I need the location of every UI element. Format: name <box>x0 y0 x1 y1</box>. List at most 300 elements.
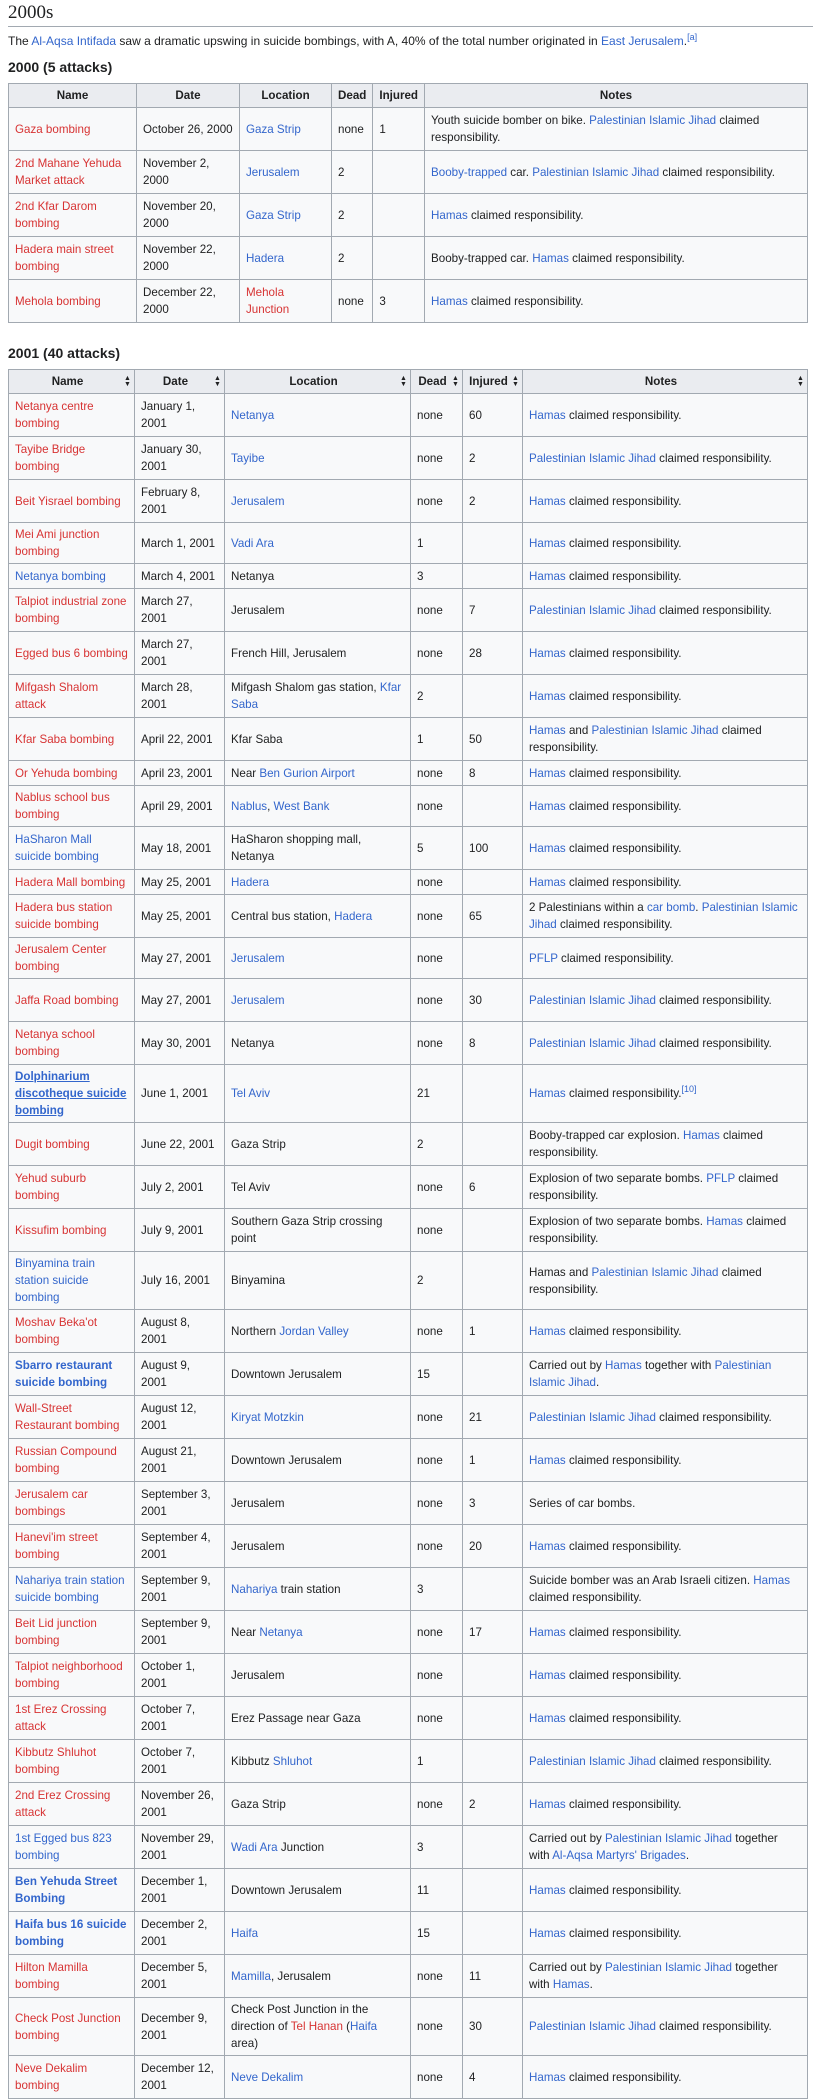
wiki-link[interactable]: Al-Aqsa Martyrs' Brigades <box>552 1849 686 1862</box>
cell-text: Youth suicide bomber on bike. <box>431 114 590 127</box>
cell-name <box>9 1065 135 1123</box>
wiki-link[interactable]: Hamas <box>529 689 566 703</box>
east-jerusalem-link[interactable]: East Jerusalem <box>601 34 684 48</box>
cell-date: August 8, 2001 <box>135 1310 225 1353</box>
red-link[interactable]: Hanevi'im street bombing <box>15 1531 98 1561</box>
wiki-link[interactable]: Hamas <box>529 1668 566 1682</box>
wiki-link[interactable]: Tel Aviv <box>231 1087 271 1100</box>
wiki-link[interactable]: Jordan Valley <box>279 1324 349 1338</box>
cell-notes <box>425 108 808 151</box>
cell-date: November 26, 2001 <box>135 1783 225 1826</box>
cell-text: , <box>267 799 274 813</box>
cell-location <box>225 870 411 895</box>
wiki-link[interactable]: PFLP <box>529 951 558 965</box>
cell-text: claimed responsibility. <box>565 1087 682 1100</box>
cell-injured: 2 <box>463 480 523 523</box>
cell-notes <box>523 394 808 437</box>
cell-dead: none <box>411 895 463 938</box>
red-link[interactable]: Gaza bombing <box>15 122 91 136</box>
wiki-link[interactable]: Tayibe <box>231 451 265 465</box>
cell-dead: 21 <box>411 1065 463 1123</box>
cell-text: Netanya <box>231 1036 275 1050</box>
red-link[interactable]: Jaffa Road bombing <box>15 993 119 1007</box>
red-link[interactable]: Nablus school bus bombing <box>15 791 110 821</box>
cell-dead: none <box>411 870 463 895</box>
wiki-link[interactable]: Palestinian Islamic Jihad <box>589 114 717 127</box>
red-link[interactable]: Mei Ami junction bombing <box>15 528 100 558</box>
wiki-link[interactable]: Hamas <box>529 799 566 813</box>
wiki-link[interactable]: Palestinian Islamic Jihad <box>529 1410 656 1424</box>
cell-location <box>225 437 411 480</box>
cell-date: December 5, 2001 <box>135 1955 225 1998</box>
wiki-link[interactable]: Hamas <box>529 875 566 889</box>
red-link[interactable]: 1st Erez Crossing attack <box>15 1703 107 1733</box>
cell-dead: none <box>411 1482 463 1525</box>
wiki-link[interactable]: Palestinian Islamic Jihad <box>529 451 656 465</box>
table-row <box>9 938 808 979</box>
cell-name <box>9 786 135 827</box>
cell-date: March 27, 2001 <box>135 589 225 632</box>
sort-icon[interactable]: ▲ ▼ <box>214 374 221 388</box>
table-row <box>9 718 808 761</box>
wiki-link[interactable]: Hamas <box>529 569 566 583</box>
cell-date: December 12, 2001 <box>135 2056 225 2099</box>
red-link[interactable]: Beit Yisrael bombing <box>15 494 121 508</box>
red-link[interactable]: Mehola Junction <box>246 286 290 316</box>
red-link[interactable]: Jerusalem car bombings <box>15 1488 88 1518</box>
cell-text: claimed responsibility. <box>655 1410 772 1424</box>
cell-text: claimed responsibility. <box>467 208 584 222</box>
cell-text: area) <box>231 2037 259 2050</box>
wiki-link[interactable]: West Bank <box>273 799 330 813</box>
cell-notes <box>523 1568 808 1611</box>
wiki-link[interactable]: Hadera <box>334 909 373 923</box>
wiki-link[interactable]: Hamas <box>529 1883 566 1897</box>
table-row <box>9 979 808 1022</box>
wiki-link[interactable]: Hamas <box>529 536 566 550</box>
cell-location <box>225 1396 411 1439</box>
wiki-link[interactable]: Palestinian Islamic Jihad <box>591 724 719 737</box>
intro-text: saw a dramatic upswing in suicide bombings, with A, 40% of the total number originated in <box>116 34 602 48</box>
wiki-link[interactable]: Palestinian Islamic Jihad <box>529 993 656 1007</box>
cell-text: claimed responsibility. <box>565 689 682 703</box>
wiki-link[interactable]: Hamas <box>529 494 566 508</box>
cell-date: December 22, 2000 <box>137 280 240 323</box>
wiki-link[interactable]: Hamas <box>431 294 468 308</box>
cell-injured <box>463 1252 523 1310</box>
wiki-link[interactable]: Jerusalem <box>231 494 285 508</box>
wiki-link[interactable]: Hamas <box>529 1087 566 1100</box>
column-header-label: Date <box>175 89 201 102</box>
cell-location <box>225 675 411 718</box>
table-header-row <box>9 370 808 394</box>
wiki-link[interactable]: Hamas <box>431 208 468 222</box>
red-link[interactable]: Hadera bus station suicide bombing <box>15 901 113 931</box>
wiki-link[interactable]: Hamas <box>529 1926 566 1940</box>
wiki-link[interactable]: Booby-trapped <box>431 165 508 179</box>
cell-name <box>9 1439 135 1482</box>
cell-notes <box>425 280 808 323</box>
wiki-link[interactable]: Haifa <box>231 1926 259 1940</box>
wiki-link[interactable]: Hamas <box>532 251 569 265</box>
red-link[interactable]: Hadera Mall bombing <box>15 875 126 889</box>
column-header-label: Date <box>162 375 189 388</box>
table-row <box>9 1310 808 1353</box>
wiki-link[interactable]: Palestinian Islamic Jihad <box>591 1265 719 1279</box>
cell-location <box>225 1611 411 1654</box>
table-row <box>9 1022 808 1065</box>
cell-date: August 21, 2001 <box>135 1439 225 1482</box>
cell-dead: none <box>411 1396 463 1439</box>
cell-name <box>9 108 137 151</box>
cell-name <box>9 151 137 194</box>
wiki-link[interactable]: Jerusalem <box>231 993 285 1007</box>
cell-location <box>225 1065 411 1123</box>
wiki-link[interactable]: Sbarro restaurant suicide bombing <box>15 1359 113 1389</box>
red-link[interactable]: Kfar Saba bombing <box>15 732 115 746</box>
red-link[interactable]: Moshav Beka'ot bombing <box>15 1316 98 1346</box>
cell-date: July 16, 2001 <box>135 1252 225 1310</box>
wiki-link[interactable]: Palestinian Islamic Jihad <box>529 1036 656 1050</box>
wiki-link[interactable]: Palestinian Islamic Jihad <box>532 165 660 179</box>
wiki-link[interactable]: Hamas <box>706 1215 743 1228</box>
wiki-link[interactable]: Hamas <box>529 766 566 780</box>
cell-text: Kibbutz <box>231 1754 273 1768</box>
wiki-link[interactable]: Kiryat Motzkin <box>231 1410 304 1424</box>
wiki-link[interactable]: Palestinian Islamic Jihad <box>529 901 798 931</box>
cell-location <box>225 394 411 437</box>
column-header-date[interactable] <box>135 370 225 394</box>
cell-text: together with <box>641 1359 715 1372</box>
wiki-link[interactable]: Hamas <box>529 2070 566 2084</box>
cell-date: May 25, 2001 <box>135 870 225 895</box>
heading-2000: 2000 (5 attacks) <box>8 59 113 75</box>
cell-notes <box>523 1310 808 1353</box>
cell-text: . <box>685 1849 690 1862</box>
red-link[interactable]: Mehola bombing <box>15 294 101 308</box>
wiki-link[interactable]: Mamilla <box>231 1969 271 1983</box>
cell-text: claimed responsibility. <box>655 1754 772 1768</box>
cell-text: ( <box>342 2020 351 2033</box>
wiki-link[interactable]: Jerusalem <box>231 951 285 965</box>
red-link[interactable]: Kibbutz Shluhot bombing <box>15 1746 97 1776</box>
cell-location <box>240 151 332 194</box>
wiki-link[interactable]: Hamas <box>529 841 566 855</box>
cell-dead: 2 <box>332 151 373 194</box>
wiki-link[interactable]: Ben Yehuda Street Bombing <box>15 1875 118 1905</box>
wiki-link[interactable]: Palestinian Islamic Jihad <box>529 1754 656 1768</box>
cell-dead: 3 <box>411 564 463 589</box>
cell-notes <box>523 1740 808 1783</box>
column-header-injured[interactable] <box>463 370 523 394</box>
cell-text: train station <box>277 1582 341 1596</box>
wiki-link[interactable]: Hamas <box>529 1797 566 1811</box>
cell-injured: 28 <box>463 632 523 675</box>
cell-name <box>9 1482 135 1525</box>
wiki-link[interactable]: Hadera <box>246 251 285 265</box>
cell-notes <box>523 895 808 938</box>
red-link[interactable]: Jerusalem Center bombing <box>15 943 107 973</box>
cell-injured: 2 <box>463 437 523 480</box>
cell-text: Kfar Saba <box>231 732 283 746</box>
cell-text: HaSharon shopping mall, Netanya <box>231 833 362 863</box>
wiki-link[interactable]: HaSharon Mall suicide bombing <box>15 833 99 863</box>
red-link[interactable]: 2nd Mahane Yehuda Market attack <box>15 157 122 187</box>
red-link[interactable]: Egged bus 6 bombing <box>15 646 128 660</box>
cell-location <box>240 237 332 280</box>
cell-injured <box>463 1568 523 1611</box>
table-row <box>9 2056 808 2099</box>
wiki-link[interactable]: Hamas <box>529 1324 566 1338</box>
wiki-link[interactable]: Hamas <box>753 1574 790 1587</box>
cell-text: Jerusalem <box>231 1668 285 1682</box>
wiki-link[interactable]: PFLP <box>706 1172 736 1185</box>
column-header-notes[interactable] <box>523 370 808 394</box>
wiki-link[interactable]: Hamas <box>529 408 566 422</box>
cell-injured <box>463 870 523 895</box>
cell-injured <box>463 786 523 827</box>
wiki-link[interactable]: Kfar Saba <box>231 681 402 711</box>
cell-date: August 9, 2001 <box>135 1353 225 1396</box>
cell-injured <box>463 1654 523 1697</box>
cell-name <box>9 632 135 675</box>
cell-injured <box>463 1209 523 1252</box>
cell-text: Downtown Jerusalem <box>231 1367 342 1381</box>
sort-icon[interactable]: ▲ ▼ <box>124 374 131 388</box>
wiki-link[interactable]: Ben Gurion Airport <box>259 766 355 780</box>
table-header-row <box>9 84 808 108</box>
cell-text: claimed responsibility. <box>655 451 772 465</box>
wiki-link[interactable]: Hamas <box>529 646 566 660</box>
cell-dead: 3 <box>411 1826 463 1869</box>
cell-name <box>9 1568 135 1611</box>
cell-name <box>9 1396 135 1439</box>
cell-text: Gaza Strip <box>231 1797 286 1811</box>
red-link[interactable]: 2nd Kfar Darom bombing <box>15 200 97 230</box>
wiki-link[interactable]: Netanya bombing <box>15 569 106 583</box>
red-link[interactable]: Netanya school bombing <box>15 1028 95 1058</box>
red-link[interactable]: Tayibe Bridge bombing <box>15 443 86 473</box>
wiki-link[interactable]: Hamas <box>529 1711 566 1725</box>
cell-dead: none <box>411 1022 463 1065</box>
wiki-link[interactable]: Dolphinarium discotheque suicide bombing <box>15 1070 127 1117</box>
table-row <box>9 523 808 564</box>
red-link[interactable]: Talpiot neighborhood bombing <box>15 1660 123 1690</box>
wiki-link[interactable]: 1st Egged bus 823 bombing <box>15 1832 112 1862</box>
cell-name <box>9 564 135 589</box>
cell-name <box>9 1912 135 1955</box>
cell-injured: 7 <box>463 589 523 632</box>
wiki-link[interactable]: Gaza Strip <box>246 122 301 136</box>
red-link[interactable]: Or Yehuda bombing <box>15 766 118 780</box>
red-link[interactable]: Mifgash Shalom attack <box>15 681 99 711</box>
red-link[interactable]: Dugit bombing <box>15 1137 90 1151</box>
cell-dead: none <box>411 1697 463 1740</box>
cell-dead: none <box>411 979 463 1022</box>
cell-location <box>225 1525 411 1568</box>
wiki-link[interactable]: Palestinian Islamic Jihad <box>529 2020 656 2033</box>
column-header-dead[interactable] <box>411 370 463 394</box>
table-row <box>9 564 808 589</box>
cell-injured: 30 <box>463 979 523 1022</box>
cell-location <box>225 1869 411 1912</box>
cell-notes <box>523 1697 808 1740</box>
cell-location <box>225 827 411 870</box>
cell-name <box>9 827 135 870</box>
wiki-link[interactable]: Jerusalem <box>246 165 300 179</box>
wiki-link[interactable]: Netanya <box>231 408 275 422</box>
table-row <box>9 480 808 523</box>
cell-text: Binyamina <box>231 1274 286 1287</box>
red-link[interactable]: Tel Hanan <box>290 2020 343 2033</box>
cell-text: Gaza Strip <box>231 1137 286 1151</box>
cell-date: April 22, 2001 <box>135 718 225 761</box>
cell-location <box>225 589 411 632</box>
cell-text: together with <box>529 1832 778 1862</box>
wiki-link[interactable]: Hamas <box>552 1978 590 1991</box>
wiki-link[interactable]: Hamas <box>605 1359 642 1372</box>
red-link[interactable]: Neve Dekalim bombing <box>15 2062 88 2092</box>
red-link[interactable]: Hilton Mamilla bombing <box>15 1961 88 1991</box>
cell-name <box>9 1783 135 1826</box>
wiki-link[interactable]: Palestinian Islamic Jihad <box>529 1359 772 1389</box>
cell-injured: 4 <box>463 2056 523 2099</box>
cell-injured: 17 <box>463 1611 523 1654</box>
wiki-link[interactable]: Haifa bus 16 suicide bombing <box>15 1918 127 1948</box>
cell-date: March 4, 2001 <box>135 564 225 589</box>
red-link[interactable]: Hadera main street bombing <box>15 243 114 273</box>
cell-date: December 1, 2001 <box>135 1869 225 1912</box>
sort-icon[interactable]: ▲ ▼ <box>512 374 519 388</box>
wiki-link[interactable]: Nablus <box>231 799 268 813</box>
wiki-link[interactable]: Hadera <box>231 875 270 889</box>
footnote-link[interactable]: [a] <box>687 32 698 42</box>
wiki-link[interactable]: Nahariya <box>231 1582 278 1596</box>
wiki-link[interactable]: Palestinian Islamic Jihad <box>605 1961 732 1974</box>
red-link[interactable]: Yehud suburb bombing <box>15 1172 87 1202</box>
cell-text: claimed responsibility. <box>565 841 682 855</box>
table-row <box>9 280 808 323</box>
al-aqsa-intifada-link[interactable]: Al-Aqsa Intifada <box>31 34 117 48</box>
table-row <box>9 1654 808 1697</box>
wiki-link[interactable]: Wadi Ara <box>231 1840 278 1854</box>
sort-icon[interactable]: ▲ ▼ <box>400 374 407 388</box>
column-header-name[interactable] <box>9 370 135 394</box>
cell-injured: 1 <box>373 108 425 151</box>
table-row <box>9 1869 808 1912</box>
red-link[interactable]: Talpiot industrial zone bombing <box>15 595 127 625</box>
wiki-link[interactable]: Neve Dekalim <box>231 2070 304 2084</box>
cell-location <box>225 1310 411 1353</box>
wiki-link[interactable]: Hamas <box>529 1625 566 1639</box>
cell-text: Tel Aviv <box>231 1180 271 1194</box>
cell-dead: 2 <box>411 1252 463 1310</box>
cell-injured <box>463 1826 523 1869</box>
cell-location <box>240 108 332 151</box>
cell-text: Booby-trapped car explosion. <box>529 1129 684 1142</box>
wiki-link[interactable]: Binyamina train station suicide bombing <box>15 1257 95 1304</box>
wiki-link[interactable]: Palestinian Islamic Jihad <box>529 603 656 617</box>
cell-text: and <box>565 724 592 737</box>
red-link[interactable]: Russian Compound bombing <box>15 1445 117 1475</box>
column-header-location[interactable] <box>225 370 411 394</box>
footnote-link[interactable]: [10] <box>681 1084 697 1095</box>
cell-text: Explosion of two separate bombs. <box>529 1215 707 1228</box>
table-row <box>9 761 808 786</box>
wiki-link[interactable]: Haifa <box>350 2020 378 2033</box>
cell-date: March 27, 2001 <box>135 632 225 675</box>
cell-date: May 18, 2001 <box>135 827 225 870</box>
wiki-link[interactable]: Shluhot <box>272 1754 313 1768</box>
cell-injured: 21 <box>463 1396 523 1439</box>
column-header-label: Dead <box>418 375 447 388</box>
cell-date: December 2, 2001 <box>135 1912 225 1955</box>
wiki-link[interactable]: car bomb <box>646 901 696 914</box>
cell-notes <box>523 1912 808 1955</box>
cell-text: claimed responsibility. <box>529 1265 762 1296</box>
wiki-link[interactable]: Hamas <box>529 724 566 737</box>
table-row <box>9 675 808 718</box>
cell-dead: none <box>411 480 463 523</box>
cell-text: together with <box>529 1961 778 1991</box>
cell-location <box>225 1697 411 1740</box>
wiki-link[interactable]: Netanya <box>259 1625 303 1639</box>
sort-icon[interactable]: ▲ ▼ <box>797 374 804 388</box>
cell-dead: 2 <box>332 237 373 280</box>
cell-text: Central bus station, <box>231 909 335 923</box>
cell-location <box>225 1252 411 1310</box>
cell-text: Mifgash Shalom gas station, <box>231 681 380 694</box>
cell-name <box>9 1998 135 2056</box>
wiki-link[interactable]: Hamas <box>683 1129 720 1142</box>
red-link[interactable]: Beit Lid junction bombing <box>15 1617 97 1647</box>
red-link[interactable]: 2nd Erez Crossing attack <box>15 1789 111 1819</box>
cell-text: Northern <box>231 1324 280 1338</box>
cell-notes <box>523 1611 808 1654</box>
wiki-link[interactable]: Vadi Ara <box>231 536 274 550</box>
column-header-label: Location <box>289 375 338 388</box>
sort-icon[interactable]: ▲ ▼ <box>452 374 459 388</box>
red-link[interactable]: Check Post Junction bombing <box>15 2011 121 2042</box>
red-link[interactable]: Kissufim bombing <box>15 1223 107 1237</box>
cell-location <box>225 1439 411 1482</box>
cell-name <box>9 1697 135 1740</box>
cell-text: Booby-trapped car. <box>431 251 533 265</box>
cell-notes <box>523 938 808 979</box>
cell-text: claimed responsibility. <box>529 1215 787 1245</box>
red-link[interactable]: Wall-Street Restaurant bombing <box>15 1402 120 1432</box>
cell-text: claimed responsibility. <box>565 1324 682 1338</box>
cell-injured: 30 <box>463 1998 523 2056</box>
cell-injured <box>463 675 523 718</box>
cell-injured: 8 <box>463 1022 523 1065</box>
cell-text: claimed responsibility. <box>467 294 584 308</box>
wiki-link[interactable]: Nahariya train station suicide bombing <box>15 1574 125 1604</box>
cell-text: claimed responsibility. <box>565 408 682 422</box>
cell-text: Suicide bomber was an Arab Israeli citizen. <box>529 1574 754 1587</box>
red-link[interactable]: Netanya centre bombing <box>15 400 94 430</box>
cell-notes <box>523 1439 808 1482</box>
wiki-link[interactable]: Gaza Strip <box>246 208 301 222</box>
cell-notes <box>523 1525 808 1568</box>
wiki-link[interactable]: Hamas <box>529 1539 566 1553</box>
wiki-link[interactable]: Hamas <box>529 1453 566 1467</box>
table-row <box>9 1252 808 1310</box>
wiki-link[interactable]: Palestinian Islamic Jihad <box>605 1832 732 1845</box>
table-row <box>9 394 808 437</box>
cell-dead: 1 <box>411 718 463 761</box>
cell-name <box>9 480 135 523</box>
